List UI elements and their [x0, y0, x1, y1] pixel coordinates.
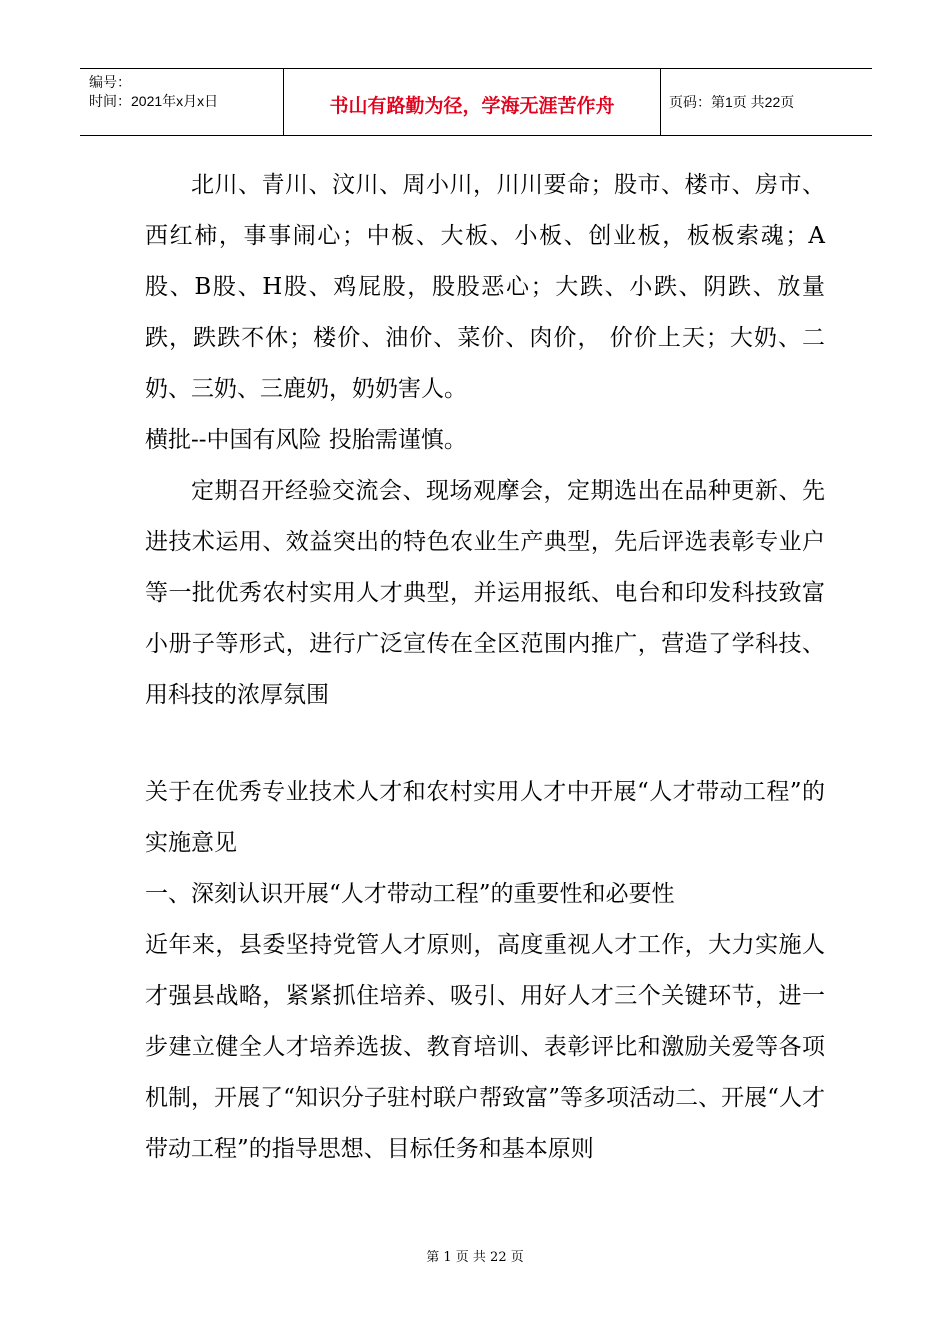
header-page-info: 页码：第1页 共22页: [669, 94, 795, 110]
document-number-label: 编号：: [89, 74, 131, 90]
document-title: 关于在优秀专业技术人才和农村实用人才中开展“人才带动工程”的实施意见: [145, 779, 825, 856]
header-meta: [80, 69, 283, 135]
paragraph-exchange-meetings: 定期召开经验交流会、现场观摩会，定期选出在品种更新、先进技术运用、效益突出的特色农业生产典型，先后评选表彰专业户等一批优秀农村实用人才典型，并运用报纸、电台和印发科技致富小册子等形式，进行广泛宣传在全区范围内推广，营造了学科技、用科技的浓厚氛围: [145, 478, 825, 708]
paragraph-couplet-banner: 横批--中国有风险 投胎需谨慎。: [145, 427, 467, 453]
paragraph-spacer: [145, 721, 825, 767]
document-time-label: 时间：2021年x月x日: [89, 93, 219, 109]
paragraph-couplet: 北川、青川、汶川、周小川，川川要命；股市、楼市、房市、西红柿，事事闹心；中板、大板、小板、创业板，板板索魂；A股、B股、H股、鸡屁股，股股恶心；大跌、小跌、阴跌、放量跌，跌跌不休；楼价、油价、菜价、肉价， 价价上天；大奶、二奶、三奶、三鹿奶，奶奶害人。: [145, 172, 825, 402]
paragraph-recent-years: 近年来，县委坚持党管人才原则，高度重视人才工作，大力实施人才强县战略，紧紧抓住培养、吸引、用好人才三个关键环节，进一步建立健全人才培养选拔、教育培训、表彰评比和激励关爱等各项机制，开展了“知识分子驻村联户帮致富”等多项活动二、开展“人才带动工程”的指导思想、目标任务和基本原则: [145, 932, 825, 1162]
document-body: [145, 160, 825, 1175]
page-header: [80, 68, 872, 136]
header-motto: 书山有路勤为径，学海无涯苦作舟: [283, 69, 661, 135]
page-footer: 第 1 页 共 22 页: [426, 1250, 524, 1265]
section-heading: 一、深刻认识开展“人才带动工程”的重要性和必要性: [145, 881, 675, 907]
